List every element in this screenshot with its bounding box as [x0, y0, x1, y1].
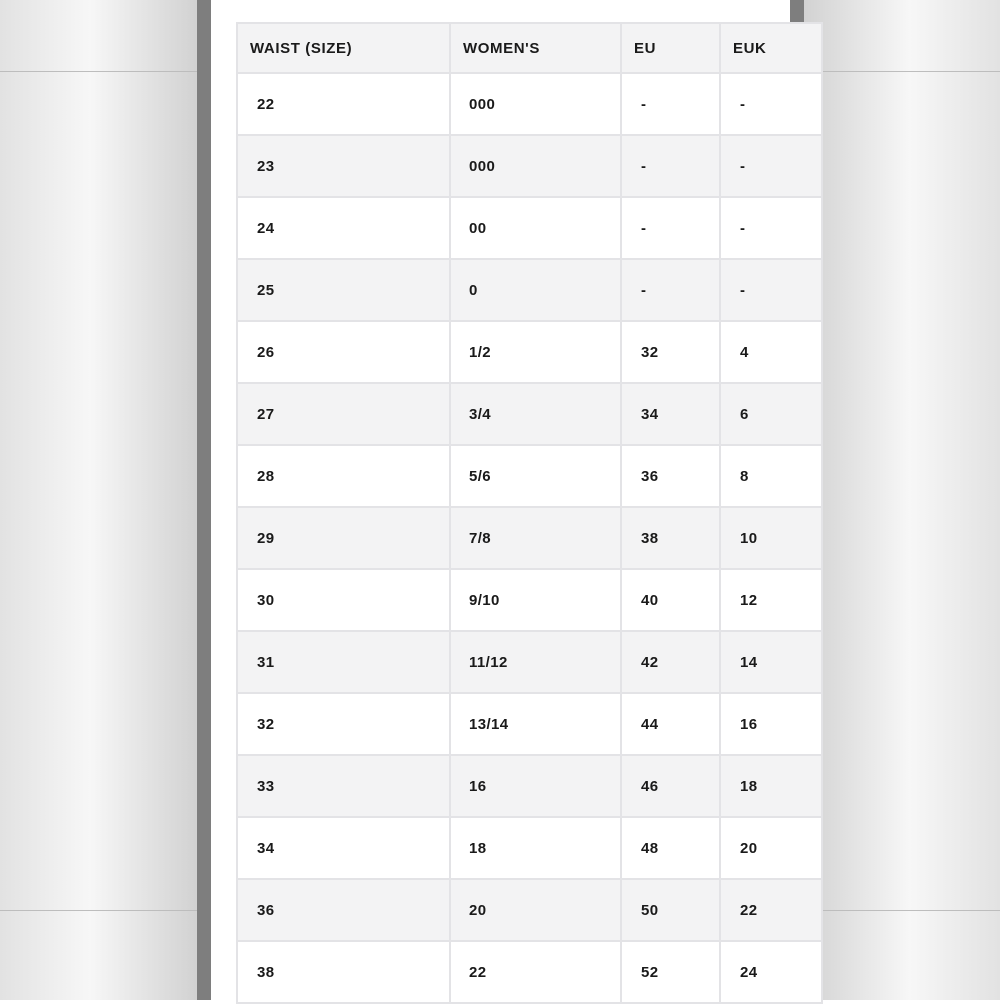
waist-size-cell: 31 [237, 631, 450, 693]
euk-size-cell: 8 [720, 445, 822, 507]
womens-size-cell: 1/2 [450, 321, 621, 383]
womens-size-cell: 000 [450, 73, 621, 135]
euk-size-cell: - [720, 135, 822, 197]
womens-size-cell: 000 [450, 135, 621, 197]
euk-size-cell: 22 [720, 879, 822, 941]
waist-size-cell: 32 [237, 693, 450, 755]
euk-size-cell: 24 [720, 941, 822, 1003]
table-row [237, 445, 822, 507]
table-row [237, 73, 822, 135]
womens-size-cell: 16 [450, 755, 621, 817]
eu-size-cell: - [621, 73, 720, 135]
column-header-waist: WAIST (SIZE) [237, 23, 450, 73]
table-row [237, 693, 822, 755]
euk-size-cell: 12 [720, 569, 822, 631]
euk-size-cell: 20 [720, 817, 822, 879]
column-header-eu: EU [621, 23, 720, 73]
eu-size-cell: 46 [621, 755, 720, 817]
euk-size-cell: 6 [720, 383, 822, 445]
eu-size-cell: 44 [621, 693, 720, 755]
waist-size-cell: 30 [237, 569, 450, 631]
background-divider [0, 71, 197, 72]
waist-size-cell: 36 [237, 879, 450, 941]
table-row [237, 817, 822, 879]
table-row [237, 321, 822, 383]
eu-size-cell: 34 [621, 383, 720, 445]
waist-size-cell: 34 [237, 817, 450, 879]
background-divider [804, 71, 1000, 72]
table-row [237, 383, 822, 445]
euk-size-cell: 14 [720, 631, 822, 693]
waist-size-cell: 23 [237, 135, 450, 197]
waist-size-cell: 38 [237, 941, 450, 1003]
waist-size-cell: 29 [237, 507, 450, 569]
table-row [237, 259, 822, 321]
eu-size-cell: 36 [621, 445, 720, 507]
column-header-euk: EUK [720, 23, 822, 73]
table-body [237, 73, 822, 1003]
eu-size-cell: 42 [621, 631, 720, 693]
table-row [237, 879, 822, 941]
womens-size-cell: 7/8 [450, 507, 621, 569]
womens-size-cell: 20 [450, 879, 621, 941]
euk-size-cell: 4 [720, 321, 822, 383]
table-row [237, 135, 822, 197]
waist-size-cell: 33 [237, 755, 450, 817]
womens-size-cell: 9/10 [450, 569, 621, 631]
waist-size-cell: 28 [237, 445, 450, 507]
womens-size-cell: 5/6 [450, 445, 621, 507]
womens-size-cell: 13/14 [450, 693, 621, 755]
waist-size-cell: 24 [237, 197, 450, 259]
table-row [237, 941, 822, 1003]
euk-size-cell: 16 [720, 693, 822, 755]
euk-size-cell: - [720, 73, 822, 135]
euk-size-cell: 18 [720, 755, 822, 817]
table-row [237, 631, 822, 693]
waist-size-cell: 26 [237, 321, 450, 383]
waist-size-cell: 25 [237, 259, 450, 321]
eu-size-cell: - [621, 197, 720, 259]
womens-size-cell: 0 [450, 259, 621, 321]
column-header-womens: WOMEN'S [450, 23, 621, 73]
table-row [237, 197, 822, 259]
table-row [237, 755, 822, 817]
eu-size-cell: - [621, 259, 720, 321]
waist-size-cell: 22 [237, 73, 450, 135]
size-chart-table [236, 22, 823, 1004]
background-divider [804, 910, 1000, 911]
eu-size-cell: 52 [621, 941, 720, 1003]
eu-size-cell: 32 [621, 321, 720, 383]
table-row [237, 507, 822, 569]
womens-size-cell: 22 [450, 941, 621, 1003]
euk-size-cell: - [720, 259, 822, 321]
waist-size-cell: 27 [237, 383, 450, 445]
euk-size-cell: 10 [720, 507, 822, 569]
womens-size-cell: 00 [450, 197, 621, 259]
womens-size-cell: 11/12 [450, 631, 621, 693]
eu-size-cell: 40 [621, 569, 720, 631]
womens-size-cell: 18 [450, 817, 621, 879]
eu-size-cell: - [621, 135, 720, 197]
eu-size-cell: 50 [621, 879, 720, 941]
womens-size-cell: 3/4 [450, 383, 621, 445]
table-row [237, 569, 822, 631]
background-divider [0, 910, 197, 911]
eu-size-cell: 38 [621, 507, 720, 569]
table-header-row [237, 23, 822, 73]
euk-size-cell: - [720, 197, 822, 259]
eu-size-cell: 48 [621, 817, 720, 879]
